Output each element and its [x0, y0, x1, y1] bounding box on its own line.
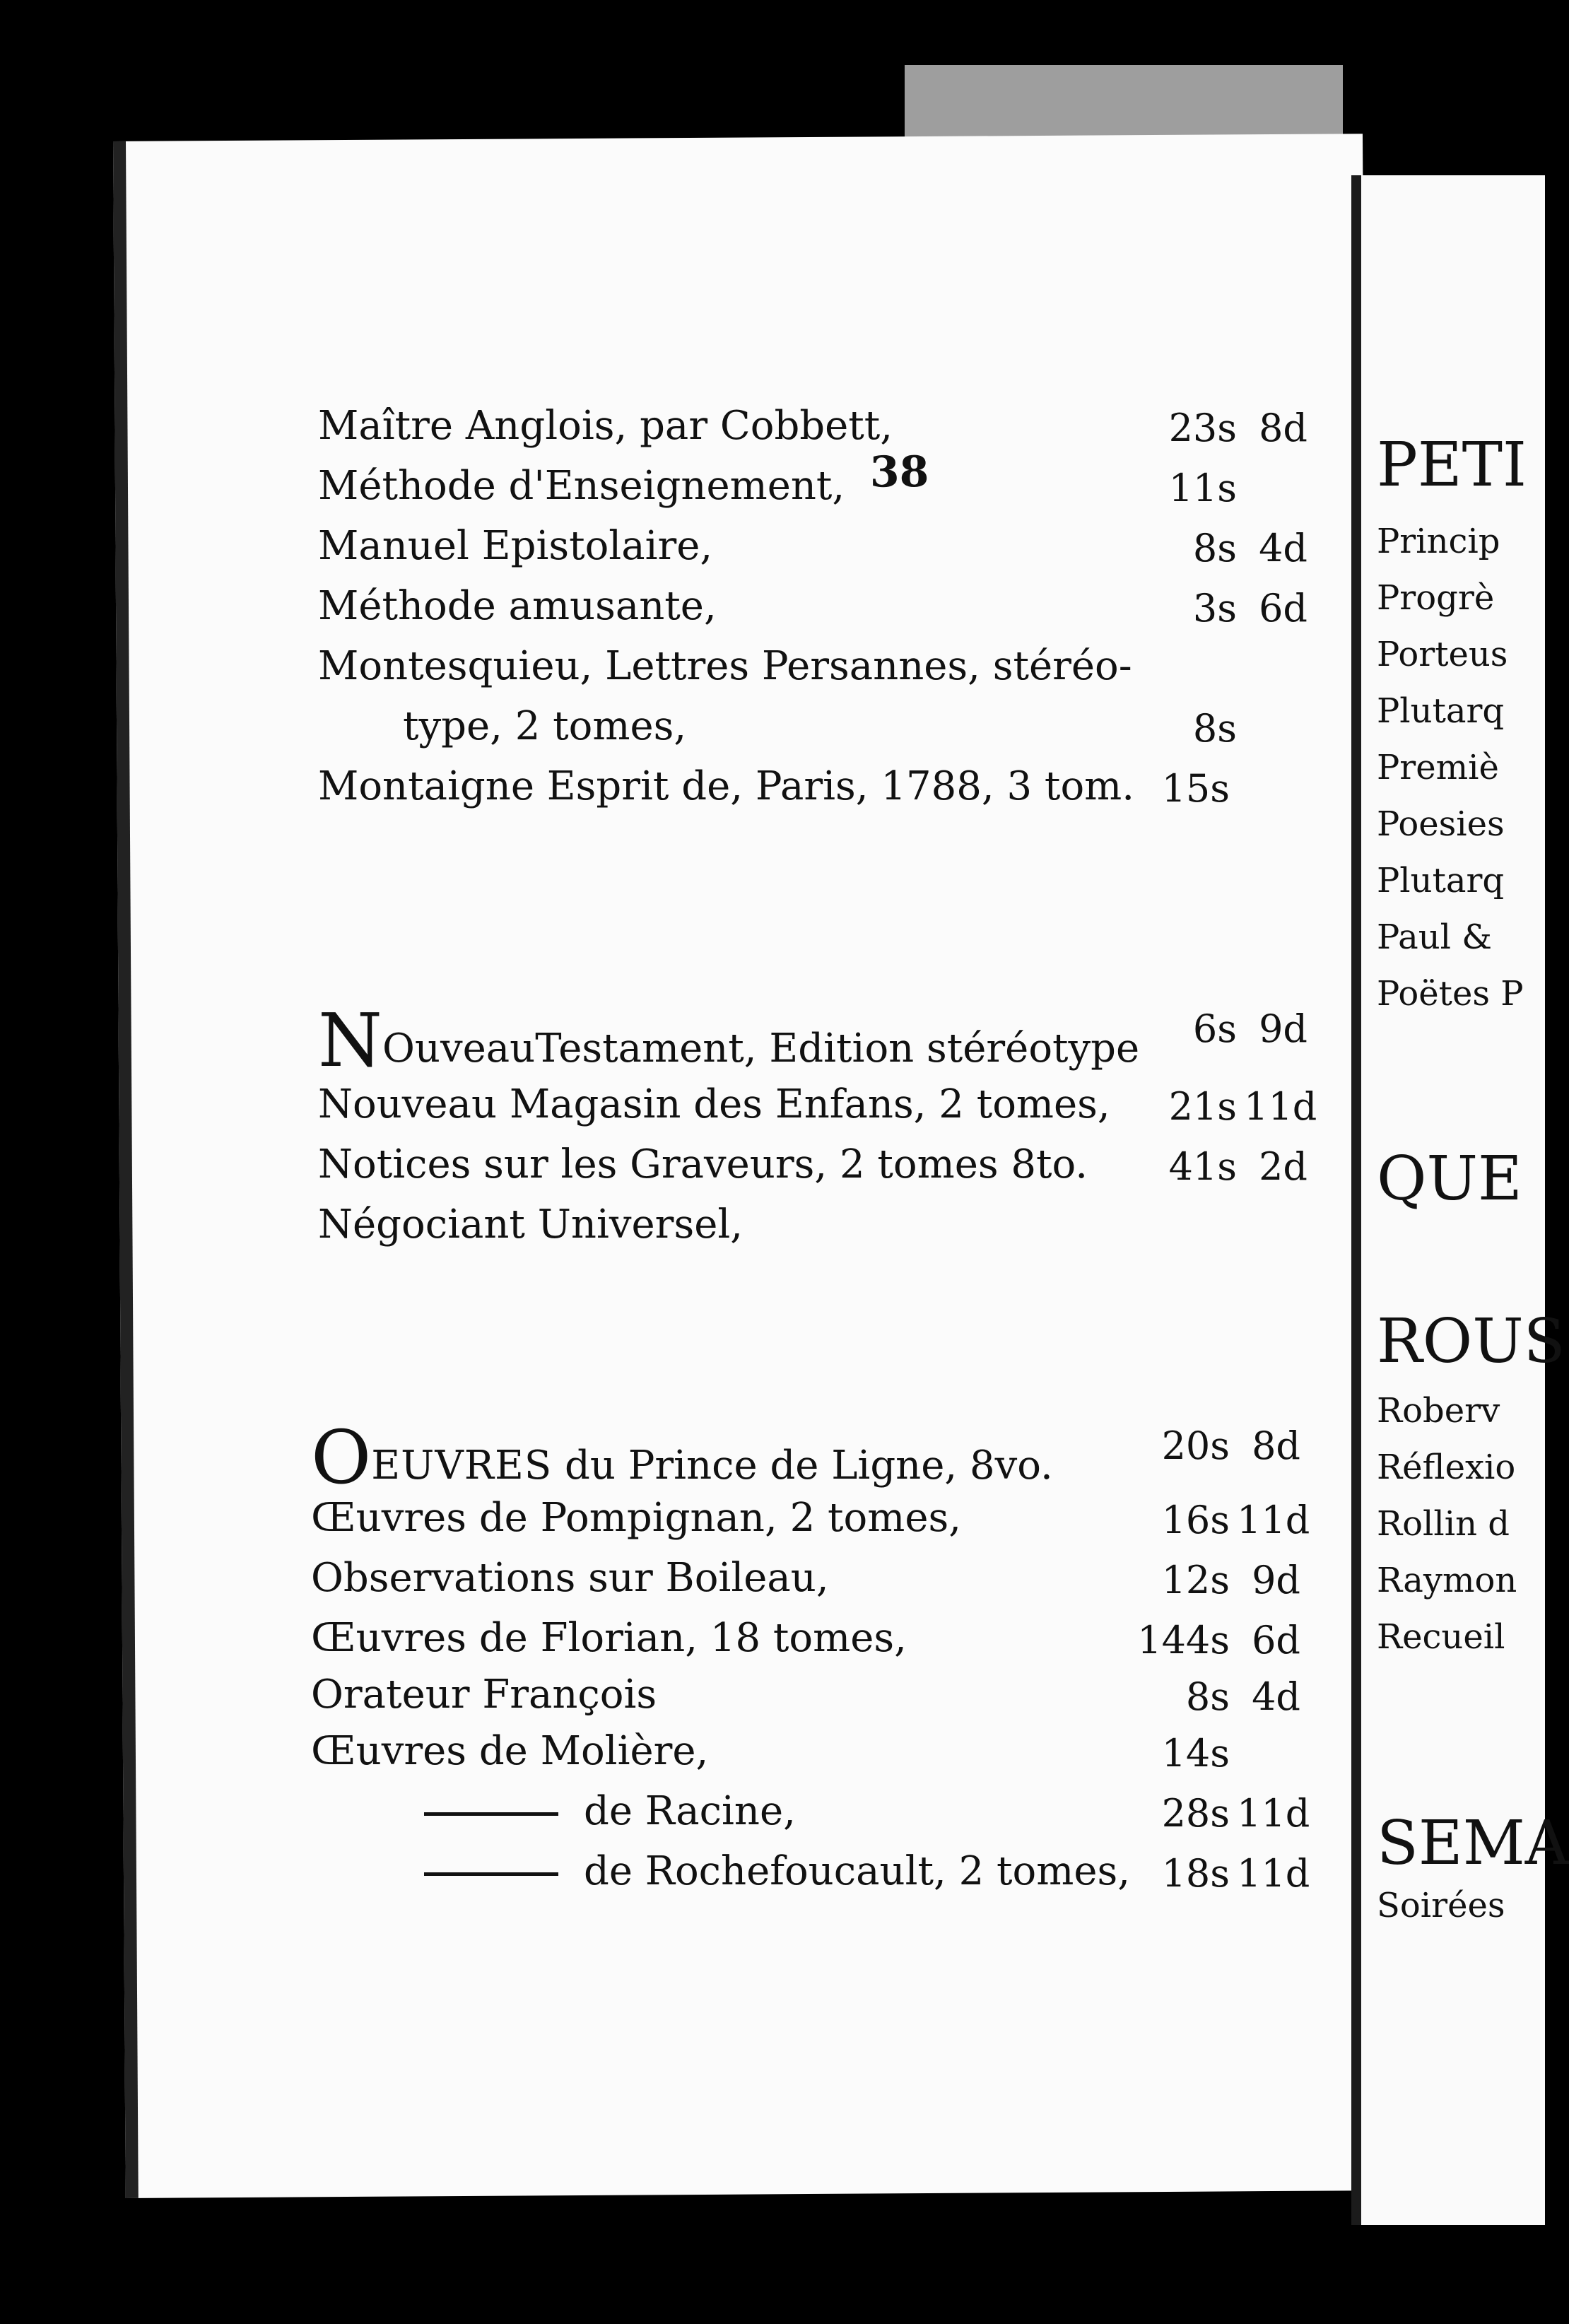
right-line: Réflexio [1377, 1448, 1516, 1487]
entry-shillings: 144s [1137, 1618, 1230, 1662]
list-item [311, 1848, 1385, 1905]
list-item [318, 1142, 1392, 1198]
entry-shillings: 8s [1185, 1674, 1230, 1719]
entry-shillings: 11s [1168, 466, 1237, 510]
list-item [318, 1202, 1392, 1258]
right-line: Recueil [1377, 1617, 1505, 1657]
entry-title: Œuvres de Florian, 18 tomes, [311, 1615, 907, 1661]
entry-shillings: 3s [1192, 586, 1237, 630]
entry-title: Montaigne Esprit de, Paris, 1788, 3 tom. [318, 763, 1135, 809]
drop-initial: O [311, 1414, 372, 1501]
entry-shillings: 41s [1168, 1144, 1237, 1189]
entry-pence: 6d [1259, 586, 1308, 630]
entry-title: Méthode d'Enseignement, [318, 463, 845, 509]
list-item [318, 763, 1392, 820]
entry-pence: 9d [1252, 1558, 1300, 1602]
ditto-rule [424, 1872, 558, 1876]
list-item [318, 463, 1392, 520]
entry-shillings: 16s [1161, 1498, 1230, 1542]
drop-initial: N [318, 997, 382, 1084]
entry-title-text: de Racine, [584, 1788, 796, 1834]
right-line: Rollin d [1377, 1504, 1510, 1544]
entry-title: type, 2 tomes, [403, 703, 687, 749]
entry-title [311, 1414, 1053, 1501]
list-item [311, 1672, 1385, 1728]
entry-title: Œuvres de Molière, [311, 1728, 709, 1774]
entry-title-text: de Rochefoucault, 2 tomes, [584, 1848, 1131, 1894]
right-line: Premiè [1377, 748, 1499, 787]
entry-title: Orateur François [311, 1672, 657, 1718]
right-line: Roberv [1377, 1391, 1500, 1431]
right-line: Poëtes P [1377, 974, 1524, 1014]
entry-caps: EUVRES [371, 1443, 553, 1489]
entry-title [318, 997, 1140, 1084]
entry-title [424, 1848, 1130, 1894]
entry-pence: 11d [1237, 1498, 1310, 1542]
entry-shillings: 28s [1161, 1791, 1230, 1836]
right-line: Princip [1377, 522, 1500, 561]
entry-title: Observations sur Boileau, [311, 1555, 829, 1601]
right-page-fragment [1351, 175, 1569, 2225]
entry-pence: 11d [1237, 1791, 1310, 1836]
list-item [311, 1495, 1385, 1551]
list-item [318, 583, 1392, 640]
entry-title: Notices sur les Graveurs, 2 tomes 8to. [318, 1142, 1088, 1187]
entry-pence: 11d [1237, 1851, 1310, 1896]
list-item [318, 997, 1392, 1084]
list-item [311, 1728, 1385, 1785]
entry-shillings: 12s [1161, 1558, 1230, 1602]
list-item [318, 523, 1392, 580]
page-number: 38 [869, 447, 929, 498]
entry-shillings: 8s [1192, 706, 1237, 751]
right-line: Poesies [1377, 804, 1505, 844]
scan-background-tab [905, 65, 1343, 143]
entry-title: Manuel Epistolaire, [318, 523, 713, 569]
entry-pence: 11d [1244, 1084, 1317, 1129]
entry-pence: 4d [1252, 1674, 1300, 1719]
list-item [318, 703, 1392, 760]
entry-title [424, 1788, 796, 1834]
right-line: Raymon [1377, 1561, 1517, 1600]
right-line: Porteus [1377, 635, 1508, 674]
entry-pence: 8d [1252, 1424, 1300, 1468]
entry-pence: 4d [1259, 526, 1308, 570]
list-item [311, 1555, 1385, 1612]
entry-title: Maître Anglois, par Cobbett, [318, 403, 893, 449]
entry-title: Négociant Universel, [318, 1202, 744, 1248]
entry-shillings: 21s [1168, 1084, 1237, 1129]
entry-title: Œuvres de Pompignan, 2 tomes, [311, 1495, 962, 1541]
entry-shillings: 14s [1161, 1731, 1230, 1776]
entry-title-text: du Prince de Ligne, 8vo. [565, 1443, 1053, 1489]
entry-shillings: 20s [1161, 1424, 1230, 1468]
list-item [318, 1081, 1392, 1138]
right-line: Progrè [1377, 578, 1495, 618]
right-line: Plutarq [1377, 691, 1505, 731]
list-item [318, 403, 1392, 459]
entry-title: Nouveau Magasin des Enfans, 2 tomes, [318, 1081, 1110, 1127]
list-item [311, 1788, 1385, 1845]
entry-shillings: 8s [1192, 526, 1237, 570]
entry-shillings: 6s [1192, 1007, 1237, 1051]
entry-pence: 8d [1259, 406, 1308, 450]
entry-title: Montesquieu, Lettres Persannes, stéréo- [318, 643, 1132, 689]
list-item [318, 643, 1392, 700]
right-line: QUE [1377, 1144, 1522, 1214]
right-line: Soirées [1377, 1886, 1505, 1925]
entry-pence: 2d [1259, 1144, 1308, 1189]
right-line: Paul & [1377, 917, 1493, 957]
right-line: SEMA [1377, 1808, 1569, 1879]
right-line: Plutarq [1377, 861, 1505, 900]
list-item [311, 1414, 1385, 1501]
list-item [311, 1615, 1385, 1672]
right-line: PETI [1377, 430, 1527, 500]
ditto-rule [424, 1812, 558, 1816]
entry-title: Méthode amusante, [318, 583, 717, 629]
entry-pence: 6d [1252, 1618, 1300, 1662]
entry-shillings: 15s [1161, 766, 1230, 811]
entry-shillings: 18s [1161, 1851, 1230, 1896]
entry-pence: 9d [1259, 1007, 1308, 1051]
right-line: ROUS [1377, 1306, 1565, 1377]
entry-title-text: OuveauTestament, Edition stéréotype [382, 1026, 1140, 1072]
entry-shillings: 23s [1168, 406, 1237, 450]
